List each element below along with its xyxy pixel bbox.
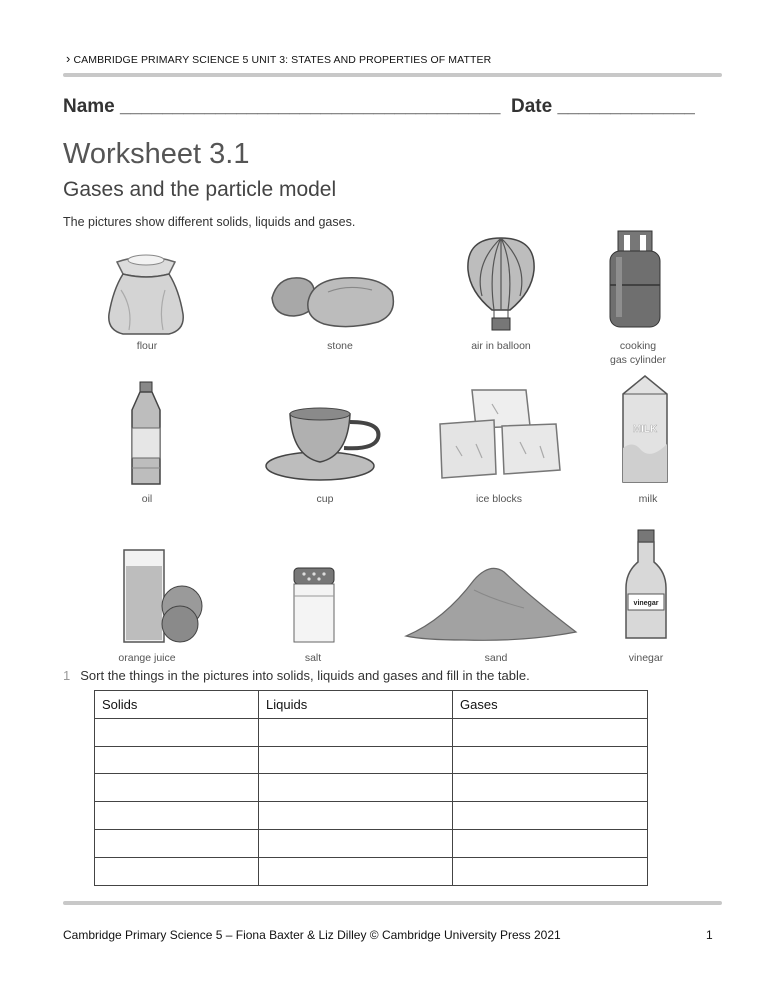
answer-cell[interactable] (453, 774, 648, 802)
flour-sack-icon (103, 250, 189, 338)
answer-cell[interactable] (95, 857, 259, 885)
answer-cell[interactable] (259, 857, 453, 885)
question-number: 1 (63, 668, 71, 683)
caption-salt: salt (304, 652, 322, 664)
vinegar-bottle-icon (624, 528, 668, 642)
worksheet-subtitle: Gases and the particle model (63, 178, 337, 201)
caption-ice-blocks: ice blocks (475, 493, 523, 505)
caption-vinegar: vinegar (628, 652, 664, 664)
footer-credit: Cambridge Primary Science 5 – Fiona Baxter & Liz Dilley © Cambridge University Press 2021 (63, 928, 561, 942)
table-row (95, 746, 648, 774)
caption-milk: milk (638, 493, 658, 505)
page-number: 1 (706, 928, 713, 942)
caption-cup: cup (316, 493, 334, 505)
salt-shaker-icon (290, 566, 338, 644)
name-date-line: Name ____________________________________ Date _____________ (63, 96, 695, 117)
hot-air-balloon-icon (466, 236, 536, 332)
header-solids: Solids (95, 691, 259, 719)
sand-pile-icon (404, 560, 578, 642)
header-liquids: Liquids (259, 691, 453, 719)
worksheet-title: Worksheet 3.1 (63, 138, 250, 170)
caption-line-1: cooking (619, 340, 657, 352)
ice-blocks-icon (436, 386, 562, 482)
answer-cell[interactable] (259, 774, 453, 802)
table-row (95, 718, 648, 746)
oil-bottle-icon (126, 380, 166, 488)
intro-text: The pictures show different solids, liquids and gases. (63, 215, 356, 229)
vinegar-bottle-label: vinegar (633, 600, 659, 607)
caption-sand: sand (484, 652, 508, 664)
running-head (66, 51, 491, 66)
caption-stone: stone (327, 340, 353, 352)
answer-cell[interactable] (453, 829, 648, 857)
answer-cell[interactable] (95, 774, 259, 802)
sorting-table (94, 690, 648, 886)
caption-flour: flour (136, 340, 158, 352)
answer-cell[interactable] (259, 718, 453, 746)
answer-cell[interactable] (259, 802, 453, 830)
orange-juice-icon (120, 548, 206, 644)
header-gases: Gases (453, 691, 648, 719)
caption-air-in-balloon: air in balloon (471, 340, 531, 352)
answer-cell[interactable] (453, 746, 648, 774)
answer-cell[interactable] (95, 746, 259, 774)
gas-cylinder-icon (606, 229, 664, 329)
answer-cell[interactable] (453, 857, 648, 885)
cup-icon (264, 404, 386, 484)
stone-icon (268, 268, 398, 330)
table-row (95, 802, 648, 830)
answer-cell[interactable] (453, 718, 648, 746)
milk-carton-label: MILK (632, 424, 658, 435)
answer-cell[interactable] (259, 746, 453, 774)
caption-oil: oil (141, 493, 153, 505)
table-row (95, 829, 648, 857)
table-row (95, 774, 648, 802)
answer-cell[interactable] (95, 802, 259, 830)
table-header-row (95, 691, 648, 719)
chevron-right-icon: › (66, 51, 71, 66)
caption-line-2: gas cylinder (609, 354, 667, 366)
table-row (95, 857, 648, 885)
bottom-divider (63, 901, 722, 905)
answer-cell[interactable] (95, 718, 259, 746)
top-divider (63, 73, 722, 77)
caption-cooking-gas-cylinder (583, 339, 693, 367)
answer-cell[interactable] (453, 802, 648, 830)
question-1 (63, 668, 530, 683)
question-text: Sort the things in the pictures into solids, liquids and gases and fill in the table. (80, 668, 530, 683)
caption-orange-juice: orange juice (118, 652, 176, 664)
running-head-text: CAMBRIDGE PRIMARY SCIENCE 5 UNIT 3: STATES AND PROPERTIES OF MATTER (73, 54, 492, 66)
milk-carton-icon (617, 374, 673, 486)
answer-cell[interactable] (259, 829, 453, 857)
answer-cell[interactable] (95, 829, 259, 857)
